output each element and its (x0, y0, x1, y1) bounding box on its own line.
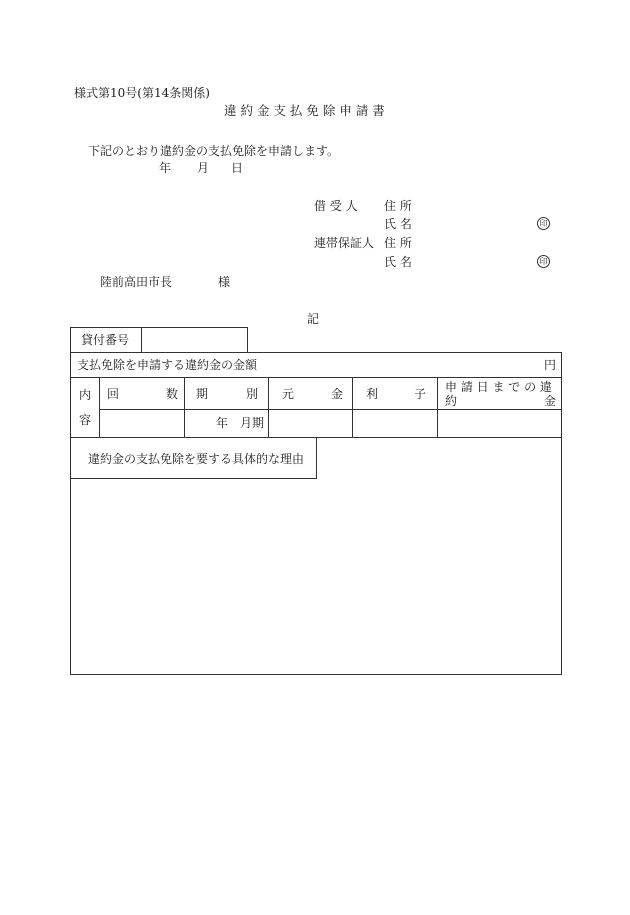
period-month-label: 月期 (240, 416, 265, 430)
form-title: 違 約 金 支 払 免 除 申 請 書 (224, 103, 385, 118)
col-principal-1: 元 (282, 387, 295, 401)
period-year-label: 年 (216, 416, 229, 430)
seal-icon: 印 (537, 217, 550, 230)
divider (268, 377, 269, 437)
borrower-address-label: 住 所 (384, 199, 412, 213)
borrower-label: 借 受 人 (314, 199, 358, 213)
col-period-1: 期 (196, 387, 209, 401)
intro-text: 下記のとおり違約金の支払免除を申請します。 (88, 144, 340, 158)
divider (99, 409, 562, 410)
yen-label: 円 (544, 358, 557, 372)
ki-heading: 記 (307, 312, 320, 326)
col-interest-2: 子 (414, 387, 427, 401)
reason-label: 違約金の支払免除を要する具体的な理由 (88, 452, 305, 466)
content-label-top: 内 (79, 388, 92, 402)
divider (141, 327, 142, 353)
col-penalty-line2a: 約 (445, 394, 458, 408)
guarantor-name-label: 氏 名 (384, 255, 412, 269)
col-penalty-line2b: 金 (544, 394, 557, 408)
addressee: 陸前高田市長 (100, 275, 173, 289)
date-day-label: 日 (231, 161, 244, 175)
col-times-1: 回 (107, 387, 120, 401)
guarantor-address-label: 住 所 (384, 236, 412, 250)
guarantor-label: 連帯保証人 (314, 236, 375, 250)
col-period-2: 別 (246, 387, 259, 401)
divider (437, 377, 438, 437)
form-number: 様式第10号(第14条関係) (74, 86, 210, 100)
col-penalty-line1: 申 請 日 ま で の 違 (445, 380, 552, 394)
divider (99, 377, 100, 437)
borrower-name-label: 氏 名 (384, 217, 412, 231)
seal-icon: 印 (537, 255, 550, 268)
main-table (70, 352, 562, 675)
honorific: 様 (218, 275, 231, 289)
divider (70, 377, 562, 378)
divider (352, 377, 353, 437)
col-times-2: 数 (166, 387, 179, 401)
divider (184, 377, 185, 437)
amount-label: 支払免除を申請する違約金の金額 (77, 358, 258, 372)
content-label-bottom: 容 (79, 413, 92, 427)
col-principal-2: 金 (331, 387, 344, 401)
date-year-label: 年 (159, 161, 172, 175)
loan-number-label: 貸付番号 (81, 333, 130, 347)
date-month-label: 月 (197, 161, 210, 175)
col-interest-1: 利 (366, 387, 379, 401)
